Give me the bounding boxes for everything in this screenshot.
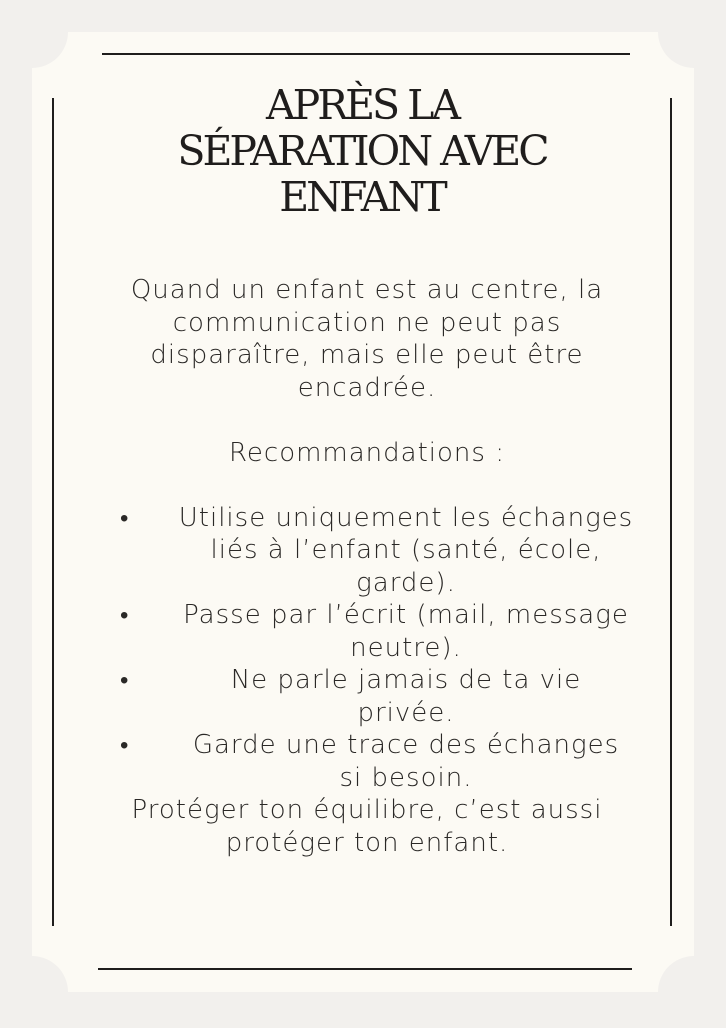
title-line: ENFANT: [279, 173, 445, 221]
bottom-rule: [98, 968, 632, 970]
title-line: SÉPARATION AVEC: [177, 127, 547, 175]
conclusion-paragraph: Protéger ton équilibre, c’est aussi protéger ton enfant.: [131, 795, 603, 858]
bullet-icon: •: [120, 731, 130, 759]
body-text: [92, 274, 642, 859]
document-card: [32, 32, 694, 992]
title-line: APRÈS LA: [266, 81, 458, 129]
top-rule: [102, 53, 630, 55]
bullet-icon: •: [120, 601, 130, 629]
page-title: [112, 82, 612, 220]
list-item-text: Garde une trace des échanges si besoin.: [192, 730, 620, 793]
list-item: [92, 502, 642, 600]
intro-paragraph: Quand un enfant est au centre, la communication ne peut pas disparaître, mais elle peut être encadrée.: [130, 275, 604, 403]
right-rule: [670, 98, 672, 926]
recommendations-heading: Recommandations :: [229, 438, 505, 468]
corner-notch-top-right: [658, 0, 726, 68]
corner-notch-bottom-left: [0, 956, 68, 1028]
list-item-text: Utilise uniquement les échanges liés à l’enfant (santé, école, garde).: [178, 502, 634, 598]
recommendations-list: [92, 502, 642, 795]
corner-notch-top-left: [0, 0, 68, 68]
spacer: [92, 470, 642, 502]
corner-notch-bottom-right: [658, 956, 726, 1028]
list-item: [92, 729, 642, 794]
list-item-text: Ne parle jamais de ta vie privée.: [230, 665, 582, 728]
list-item: [92, 664, 642, 729]
bullet-icon: •: [120, 666, 130, 694]
bullet-icon: •: [120, 503, 130, 532]
list-item-text: Passe par l’écrit (mail, message neutre).: [183, 600, 629, 663]
left-rule: [52, 98, 54, 926]
list-item: [92, 599, 642, 664]
